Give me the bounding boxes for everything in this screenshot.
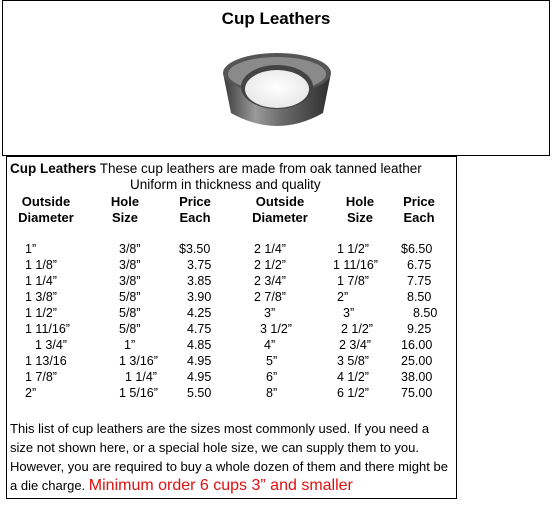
right-price-cell: 25.00 <box>401 354 433 368</box>
left-hole-size-cell: 5/8” <box>119 290 141 304</box>
left-outside-diameter-cell: 1 3/4” <box>35 338 67 352</box>
page-title: Cup Leathers <box>221 9 331 28</box>
right-price-cell: 6.75 <box>407 258 432 272</box>
minimum-order-notice: Minimum order 6 cups 3” and smaller <box>88 477 353 494</box>
left-price-cell: 3.85 <box>187 274 212 288</box>
right-hole-size-cell: 4 1/2” <box>337 370 369 384</box>
left-outside-diameter-cell: 1 7/8” <box>25 370 57 384</box>
header-text: Hole <box>345 194 375 209</box>
header-text: Outside <box>21 194 71 209</box>
header-text: Each <box>179 210 211 225</box>
left-hole-size-cell: 3/8” <box>119 242 141 256</box>
left-price-cell: $3.50 <box>179 242 211 256</box>
right-outside-diameter-cell: 3 1/2” <box>260 322 292 336</box>
right-price-cell: 38.00 <box>401 370 433 384</box>
right-price-cell: 75.00 <box>401 386 433 400</box>
header-text: Diameter <box>252 210 308 225</box>
header-hole-size-right <box>340 194 380 226</box>
header-outside-diameter-right <box>247 194 313 226</box>
header-hole-size-left <box>105 194 145 226</box>
left-price-cell: 3.90 <box>187 290 212 304</box>
left-price-cell: 4.25 <box>187 306 212 320</box>
right-hole-size-cell: 2 1/2” <box>341 322 373 336</box>
left-hole-size-cell: 5/8” <box>119 306 141 320</box>
intro-bold: Cup Leathers <box>10 161 97 176</box>
right-hole-size-cell: 1 1/2” <box>337 242 369 256</box>
left-outside-diameter-cell: 1 1/2” <box>25 306 57 320</box>
header-text: Size <box>111 210 138 225</box>
header-text: Price <box>403 194 435 209</box>
left-hole-size-cell: 1 1/4” <box>125 370 157 384</box>
right-outside-diameter-cell: 5” <box>266 354 278 368</box>
intro-text: These cup leathers are made from oak tanned leather <box>96 161 422 176</box>
intro-line-2: Uniform in thickness and quality <box>130 177 321 192</box>
right-hole-size-cell: 2 3/4” <box>339 338 371 352</box>
left-outside-diameter-cell: 1 1/4” <box>25 274 57 288</box>
right-hole-size-cell: 1 11/16” <box>333 258 378 272</box>
price-list-panel <box>6 156 457 499</box>
note-text: This list of cup leathers are the sizes most commonly used. If you need a size not shown here, or a special hole size, we can supply them to you. However, you are required to buy a whole dozen of them and there might be a die charge. <box>10 421 448 493</box>
right-outside-diameter-cell: 4” <box>264 338 276 352</box>
right-outside-diameter-cell: 2 1/4” <box>254 242 286 256</box>
left-price-cell: 5.50 <box>187 386 212 400</box>
cup-leather-photo <box>217 47 337 133</box>
right-price-cell: $6.50 <box>401 242 433 256</box>
right-hole-size-cell: 6 1/2” <box>337 386 369 400</box>
left-price-cell: 4.95 <box>187 370 212 384</box>
right-outside-diameter-cell: 2 7/8” <box>254 290 286 304</box>
left-hole-size-cell: 1 5/16” <box>119 386 158 400</box>
left-outside-diameter-cell: 1 13/16 <box>25 354 67 368</box>
left-outside-diameter-cell: 1 11/16” <box>25 322 70 336</box>
right-outside-diameter-cell: 2 3/4” <box>254 274 286 288</box>
left-price-cell: 4.85 <box>187 338 212 352</box>
right-price-cell: 16.00 <box>401 338 433 352</box>
intro-line-1 <box>10 161 422 176</box>
left-outside-diameter-cell: 1” <box>25 242 37 256</box>
header-text: Hole <box>110 194 140 209</box>
right-outside-diameter-cell: 3” <box>264 306 276 320</box>
left-price-cell: 3.75 <box>187 258 212 272</box>
right-outside-diameter-cell: 6” <box>266 370 278 384</box>
left-hole-size-cell: 3/8” <box>119 258 141 272</box>
right-hole-size-cell: 3” <box>343 306 355 320</box>
product-header-panel <box>2 0 550 156</box>
header-price-each-right <box>399 194 439 226</box>
left-outside-diameter-cell: 1 3/8” <box>25 290 57 304</box>
right-price-cell: 9.25 <box>407 322 432 336</box>
left-outside-diameter-cell: 1 1/8” <box>25 258 57 272</box>
header-text: Each <box>403 210 435 225</box>
left-hole-size-cell: 1 3/16” <box>119 354 158 368</box>
right-price-cell: 8.50 <box>413 306 438 320</box>
right-price-cell: 7.75 <box>407 274 432 288</box>
right-hole-size-cell: 2” <box>337 290 349 304</box>
left-hole-size-cell: 3/8” <box>119 274 141 288</box>
right-price-cell: 8.50 <box>407 290 432 304</box>
header-price-each-left <box>175 194 215 226</box>
header-text: Outside <box>255 194 305 209</box>
right-outside-diameter-cell: 2 1/2” <box>254 258 286 272</box>
header-outside-diameter-left <box>13 194 79 226</box>
right-hole-size-cell: 1 7/8” <box>337 274 369 288</box>
header-text: Size <box>346 210 373 225</box>
left-hole-size-cell: 5/8” <box>119 322 141 336</box>
left-hole-size-cell: 1” <box>124 338 136 352</box>
ordering-note <box>10 419 454 495</box>
right-outside-diameter-cell: 8” <box>266 386 278 400</box>
left-price-cell: 4.95 <box>187 354 212 368</box>
right-hole-size-cell: 3 5/8” <box>337 354 369 368</box>
header-text: Price <box>179 194 211 209</box>
header-text: Diameter <box>18 210 74 225</box>
left-outside-diameter-cell: 2” <box>25 386 37 400</box>
left-price-cell: 4.75 <box>187 322 212 336</box>
